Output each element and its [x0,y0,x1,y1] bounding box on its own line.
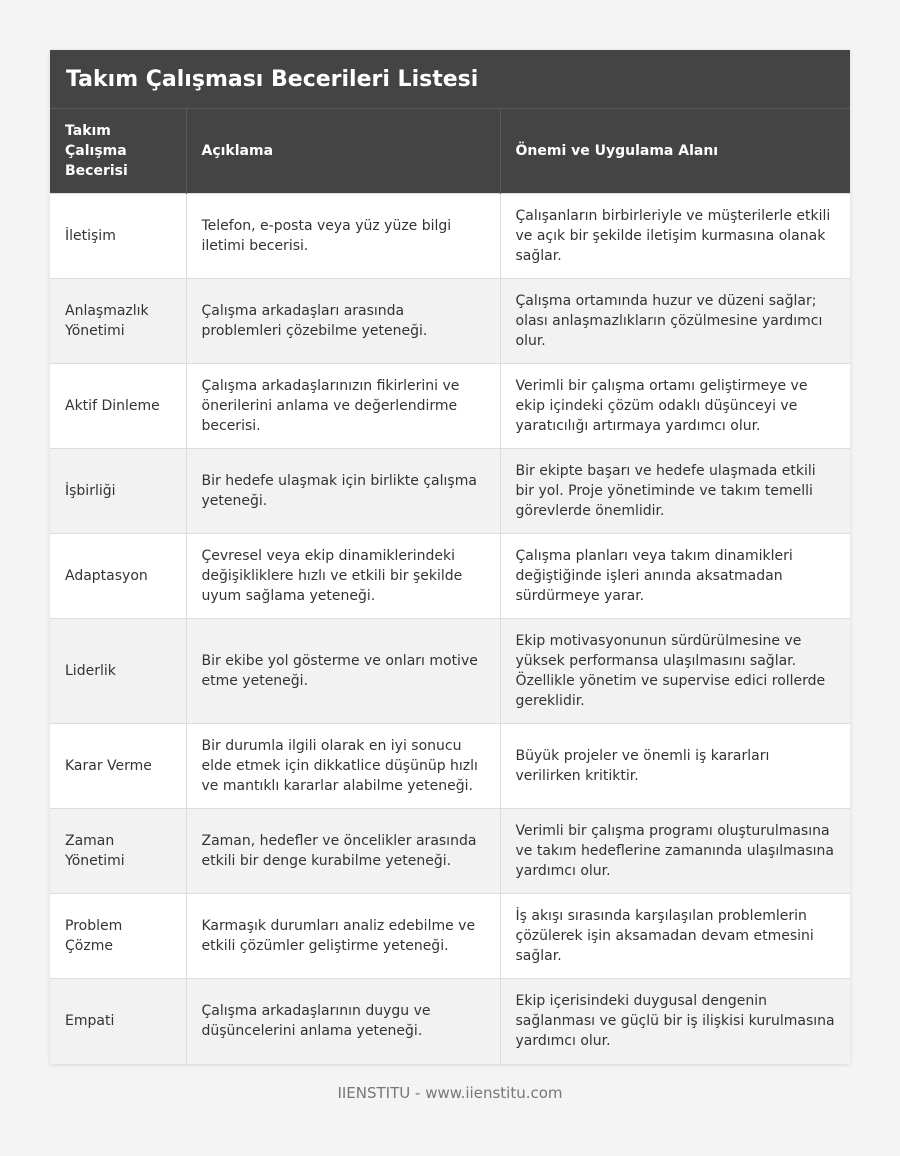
skills-table-card [50,50,850,1064]
table-row [50,619,850,724]
importance-cell: Ekip içerisindeki duygusal dengenin sağlanması ve güçlü bir iş ilişkisi kurulmasına yardımcı olur. [500,979,850,1064]
skill-cell: Aktif Dinleme [50,364,186,449]
description-cell: Bir ekibe yol gösterme ve onları motive etme yeteneği. [186,619,500,724]
importance-cell: Verimli bir çalışma programı oluşturulmasına ve takım hedeflerine zamanında ulaşılmasına yardımcı olur. [500,809,850,894]
skill-cell: Karar Verme [50,724,186,809]
description-cell: Çevresel veya ekip dinamiklerindeki değişikliklere hızlı ve etkili bir şekilde uyum sağlama yeteneği. [186,534,500,619]
description-cell: Zaman, hedefler ve öncelikler arasında etkili bir denge kurabilme yeteneği. [186,809,500,894]
footer-credit: IIENSTITU - www.iienstitu.com [337,1084,563,1102]
description-cell: Bir durumla ilgili olarak en iyi sonucu elde etmek için dikkatlice düşünüp hızlı ve mantıklı kararlar alabilme yeteneği. [186,724,500,809]
skill-cell: Empati [50,979,186,1064]
description-cell: Çalışma arkadaşlarının duygu ve düşüncelerini anlama yeteneği. [186,979,500,1064]
table-row [50,724,850,809]
table-header-row [50,109,850,194]
header-importance: Önemi ve Uygulama Alanı [500,109,850,194]
importance-cell: Verimli bir çalışma ortamı geliştirmeye ve ekip içindeki çözüm odaklı düşünceyi ve yaratıcılığı artırmaya yardımcı olur. [500,364,850,449]
importance-cell: Ekip motivasyonunun sürdürülmesine ve yüksek performansa ulaşılmasını sağlar. Özellikle yönetim ve supervise edici rollerde gereklidir. [500,619,850,724]
table-row [50,534,850,619]
importance-cell: Büyük projeler ve önemli iş kararları verilirken kritiktir. [500,724,850,809]
table-title: Takım Çalışması Becerileri Listesi [50,50,850,108]
table-row [50,894,850,979]
skill-cell: Anlaşmazlık Yönetimi [50,279,186,364]
skill-cell: Zaman Yönetimi [50,809,186,894]
skill-cell: Adaptasyon [50,534,186,619]
skill-cell: İşbirliği [50,449,186,534]
description-cell: Telefon, e-posta veya yüz yüze bilgi iletimi becerisi. [186,194,500,279]
header-skill: Takım Çalışma Becerisi [50,109,186,194]
skill-cell: Liderlik [50,619,186,724]
description-cell: Karmaşık durumları analiz edebilme ve etkili çözümler geliştirme yeteneği. [186,894,500,979]
skill-cell: Problem Çözme [50,894,186,979]
importance-cell: İş akışı sırasında karşılaşılan problemlerin çözülerek işin aksamadan devam etmesini sağlar. [500,894,850,979]
description-cell: Çalışma arkadaşlarınızın fikirlerini ve önerilerini anlama ve değerlendirme becerisi. [186,364,500,449]
table-row [50,809,850,894]
table-row [50,364,850,449]
importance-cell: Çalışma ortamında huzur ve düzeni sağlar; olası anlaşmazlıkların çözülmesine yardımcı olur. [500,279,850,364]
table-row [50,194,850,279]
importance-cell: Çalışanların birbirleriyle ve müşterilerle etkili ve açık bir şekilde iletişim kurmasına olanak sağlar. [500,194,850,279]
importance-cell: Çalışma planları veya takım dinamikleri değiştiğinde işleri anında aksatmadan sürdürmeye yarar. [500,534,850,619]
skill-cell: İletişim [50,194,186,279]
table-row [50,979,850,1064]
skills-table [50,108,850,1064]
table-row [50,449,850,534]
header-description: Açıklama [186,109,500,194]
description-cell: Çalışma arkadaşları arasında problemleri çözebilme yeteneği. [186,279,500,364]
description-cell: Bir hedefe ulaşmak için birlikte çalışma yeteneği. [186,449,500,534]
importance-cell: Bir ekipte başarı ve hedefe ulaşmada etkili bir yol. Proje yönetiminde ve takım temelli görevlerde önemlidir. [500,449,850,534]
table-row [50,279,850,364]
